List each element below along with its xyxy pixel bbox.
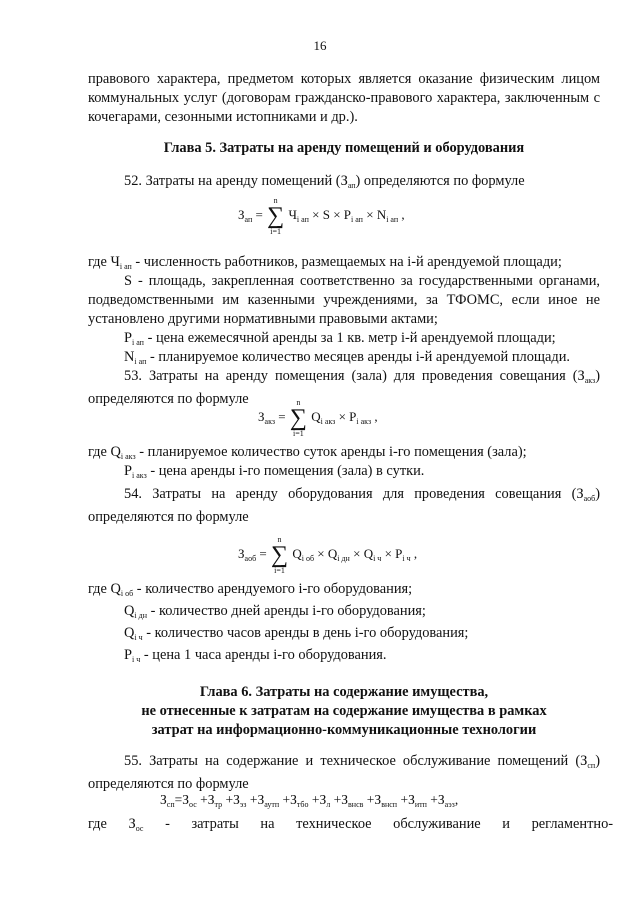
sum-symbol: n ∑ i=1 [289,398,307,438]
definition-line: где $Q_{i об}$ - количество арендуемого i-го оборудования; [88,581,413,598]
paragraph-continuation: правового характера, предметом которых является оказание физическим лицом коммунальных услуг (договорам гражданско-правового характера, заключенным с кочегарами, сезонными истопниками и др.). [88,71,600,125]
paragraph-55: 55. Затраты на содержание и техническое обслуживание помещений $(З_{сп})$ определяются по формуле [88,753,600,792]
formula-54: $З_{аоб}$ = n ∑ i=1 $Q_{i об} \times Q_{i дн} \times Q_{i ч} \times P_{i ч}$ , [238,535,418,575]
page-number: 16 [313,38,327,53]
sum-symbol: n ∑ i=1 [267,196,285,236]
definition-line: $P_{i акз}$ - цена аренды i-го помещения (зала) в сутки. [124,463,425,480]
paragraph-54: 54. Затраты на аренду оборудования для проведения совещания $(З_{аоб})$ определяются по формуле [88,486,600,525]
formula-52: $З_{ап}$ = n ∑ i=1 $Ч_{i ап} \times S \times P_{i ап} \times N_{i ап}$ , [238,196,405,236]
paragraph-52: 52. Затраты на аренду помещений $(З_{ап})$ определяются по формуле [124,173,525,190]
formula-53: $З_{акз}$ = n ∑ i=1 $Q_{i акз} \times P_{i акз}$ , [258,398,378,438]
definition-line: $P_{i ч}$ - цена 1 часа аренды i-го оборудования. [124,647,387,664]
definition-line: $P_{i ап}$ - цена ежемесячной аренды за 1 кв. метр i-й арендуемой площади; [124,330,556,347]
definition-line: где $Ч_{i ап}$ - численность работников, размещаемых на i-й арендуемой площади; [88,254,562,271]
definition-line: $Q_{i ч}$ - количество часов аренды в день i-го оборудования; [124,625,469,642]
definition-line: $Q_{i дн}$ - количество дней аренды i-го оборудования; [124,603,426,620]
paragraph-53: 53. Затраты на аренду помещения (зала) для проведения совещания $(З_{акз})$ определяются по формуле [88,368,600,407]
definition-line: где $Q_{i акз}$ - планируемое количество суток аренды i-го помещения (зала); [88,444,527,461]
chapter-5-title: Глава 5. Затраты на аренду помещений и оборудования [163,140,525,156]
chapter-6-title: Глава 6. Затраты на содержание имущества, не отнесенные к затратам на содержание имущества в рамках затрат на информационно-коммуникационные технологии [141,684,547,738]
definition-line: $N_{i ап}$ - планируемое количество месяцев аренды i-й арендуемой площади. [124,349,571,366]
definition-line: где $З_{ос}$ - затраты на техническое обслуживание и регламентно- [88,816,614,833]
sum-symbol: n ∑ i=1 [270,535,289,575]
formula-55: $З_{сп}=З_{ос} +З_{тр} +З_{эз} +З_{аутп} +З_{тбо} +З_л +З_{внсв} +З_{внсп} +З_{итп} +З_{аэз}$, [160,792,459,809]
definition-line: S - площадь, закрепленная соответственно за государственными органами, подведомственными им казенными учреждениями, за ТФОМС, если иное не установлено другими нормативными правовыми актами; [88,273,600,327]
